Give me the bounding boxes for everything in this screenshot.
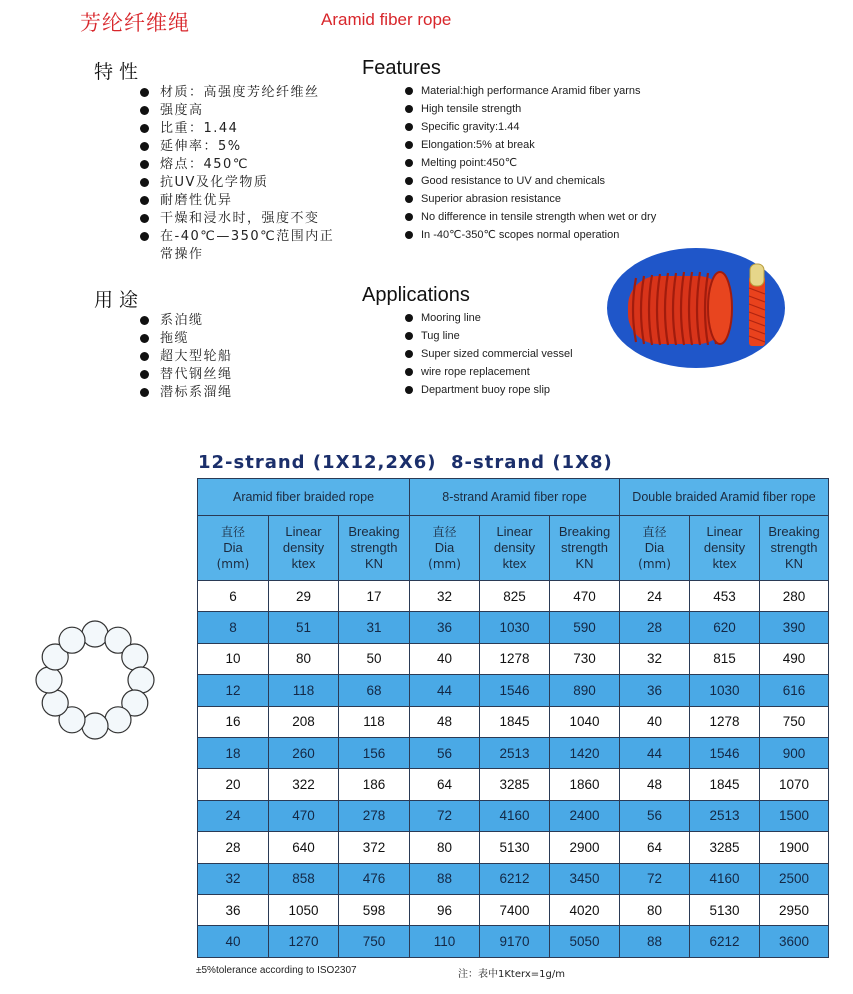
list-item: High tensile strength [405, 100, 705, 118]
strand-circle [122, 644, 148, 670]
list-item: Elongation:5% at break [405, 136, 705, 154]
table-cell: 1270 [269, 926, 339, 957]
table-cell: 470 [550, 581, 620, 612]
table-cell: 825 [480, 581, 550, 612]
table-cell: 260 [269, 737, 339, 768]
strand-circle [128, 667, 154, 693]
column-header-line: Breaking [348, 524, 400, 539]
column-header-line: density [703, 540, 746, 555]
table-title: 12-strand (1X12,2X6) 8-strand (1X8) [198, 452, 613, 473]
bullet-icon [140, 316, 149, 325]
bullet-icon [140, 142, 149, 151]
table-row [198, 926, 829, 957]
bullet-icon [140, 334, 149, 343]
column-header-line: strength [770, 540, 818, 555]
table-cell: 453 [690, 581, 760, 612]
table-cell: 64 [410, 769, 480, 800]
table-cell: 858 [269, 863, 339, 894]
bullet-icon [405, 195, 413, 203]
table-cell: 815 [690, 643, 760, 674]
table-cell: 2500 [760, 863, 829, 894]
table-cell: 6212 [480, 863, 550, 894]
features-en-heading: Features [362, 57, 441, 79]
table-cell: 7400 [480, 894, 550, 925]
column-header-line: (mm) [216, 557, 250, 571]
title-english: Aramid fiber rope [321, 10, 452, 29]
features-en-list [405, 82, 705, 244]
table-cell: 72 [410, 800, 480, 831]
table-row [198, 894, 829, 925]
table-cell: 6 [198, 581, 269, 612]
bullet-icon [405, 123, 413, 131]
bullet-icon [140, 88, 149, 97]
bullet-icon [140, 232, 149, 241]
column-header-line: KN [575, 556, 594, 571]
bullet-icon [405, 386, 413, 394]
bullet-icon [405, 177, 413, 185]
column-header-line: 直径 [642, 525, 667, 539]
table-cell: 24 [198, 800, 269, 831]
table-cell: 2950 [760, 894, 829, 925]
table-cell: 3285 [480, 769, 550, 800]
list-item: 延伸率：5% [140, 138, 345, 156]
list-item: wire rope replacement [405, 363, 605, 381]
table-cell: 2900 [550, 832, 620, 863]
table-cell: 890 [550, 675, 620, 706]
column-header-line: Breaking [558, 524, 611, 539]
table-cell: 640 [269, 832, 339, 863]
column-header-dia [620, 516, 690, 581]
table-cell: 56 [620, 800, 690, 831]
list-item: Melting point:450℃ [405, 154, 705, 172]
table-cell: 29 [269, 581, 339, 612]
table-cell: 44 [620, 737, 690, 768]
bullet-icon [405, 314, 413, 322]
applications-en-heading: Applications [362, 284, 470, 306]
table-cell: 50 [339, 643, 410, 674]
list-item: 系泊缆 [140, 312, 290, 330]
table-cell: 36 [620, 675, 690, 706]
table-cell: 598 [339, 894, 410, 925]
table-row [198, 643, 829, 674]
table-cell: 17 [339, 581, 410, 612]
column-header-line: Linear [285, 524, 322, 539]
rope-product-photo [606, 246, 786, 370]
table-cell: 1546 [480, 675, 550, 706]
table-cell: 620 [690, 612, 760, 643]
table-cell: 3450 [550, 863, 620, 894]
applications-cn-heading: 用途 [94, 289, 145, 311]
table-cell: 8 [198, 612, 269, 643]
table-cell: 80 [410, 832, 480, 863]
table-cell: 4020 [550, 894, 620, 925]
column-header-line: strength [350, 540, 398, 555]
list-item: Mooring line [405, 309, 605, 327]
table-cell: 390 [760, 612, 829, 643]
table-cell: 88 [410, 863, 480, 894]
table-cell: 4160 [690, 863, 760, 894]
features-cn-list [140, 84, 345, 264]
strand-diagram [33, 620, 158, 740]
list-item: 超大型轮船 [140, 348, 290, 366]
table-cell: 1050 [269, 894, 339, 925]
rope-coil-image [628, 272, 732, 345]
table-cell: 3285 [690, 832, 760, 863]
table-cell: 16 [198, 706, 269, 737]
table-cell: 1278 [690, 706, 760, 737]
table-cell: 56 [410, 737, 480, 768]
column-header-line: ktex [502, 556, 527, 571]
table-cell: 616 [760, 675, 829, 706]
table-cell: 900 [760, 737, 829, 768]
bullet-icon [140, 214, 149, 223]
table-cell: 208 [269, 706, 339, 737]
column-header-line: 直径 [432, 525, 457, 539]
column-header-breaking [550, 516, 620, 581]
table-cell: 32 [620, 643, 690, 674]
column-header-line: ktex [712, 556, 737, 571]
applications-en-list [405, 309, 605, 399]
column-header-linear [480, 516, 550, 581]
column-header-line: Dia [644, 540, 665, 555]
tolerance-note: ±5%tolerance according to ISO2307 [196, 965, 357, 976]
strand-circle [105, 707, 131, 733]
table-cell: 28 [620, 612, 690, 643]
table-cell: 372 [339, 832, 410, 863]
bullet-icon [405, 231, 413, 239]
table-cell: 68 [339, 675, 410, 706]
column-header-line: (mm) [638, 557, 671, 571]
group-header: Aramid fiber braided rope [198, 479, 410, 516]
table-cell: 10 [198, 643, 269, 674]
unit-note: 注：表中1Kterx=1g/m [458, 969, 565, 980]
table-cell: 96 [410, 894, 480, 925]
table-cell: 28 [198, 832, 269, 863]
column-header-linear [690, 516, 760, 581]
bullet-icon [140, 160, 149, 169]
table-cell: 5130 [690, 894, 760, 925]
table-row [198, 581, 829, 612]
table-cell: 186 [339, 769, 410, 800]
table-row [198, 863, 829, 894]
bullet-icon [140, 124, 149, 133]
bullet-icon [405, 159, 413, 167]
bullet-icon [405, 87, 413, 95]
table-cell: 2513 [690, 800, 760, 831]
list-item: 耐磨性优异 [140, 192, 345, 210]
strand-circle [82, 713, 108, 739]
column-header-line: density [282, 540, 325, 555]
table-row [198, 832, 829, 863]
column-header-line: density [493, 540, 536, 555]
list-item: No difference in tensile strength when wet or dry [405, 208, 705, 226]
table-cell: 9170 [480, 926, 550, 957]
table-cell: 1030 [480, 612, 550, 643]
column-header-line: KN [785, 556, 804, 571]
table-cell: 5130 [480, 832, 550, 863]
table-cell: 1030 [690, 675, 760, 706]
column-header-line: Linear [706, 524, 743, 539]
bullet-icon [140, 196, 149, 205]
list-item: 拖缆 [140, 330, 290, 348]
column-header-linear [269, 516, 339, 581]
column-header-dia [198, 516, 269, 581]
column-header-line: 直径 [220, 525, 245, 539]
bullet-icon [405, 105, 413, 113]
table-cell: 2400 [550, 800, 620, 831]
table-cell: 1070 [760, 769, 829, 800]
strand-circle [59, 627, 85, 653]
table-cell: 48 [410, 706, 480, 737]
column-header-line: strength [561, 540, 609, 555]
table-cell: 32 [410, 581, 480, 612]
bullet-icon [140, 178, 149, 187]
table-cell: 476 [339, 863, 410, 894]
table-cell: 1546 [690, 737, 760, 768]
table-cell: 730 [550, 643, 620, 674]
table-cell: 88 [620, 926, 690, 957]
bullet-icon [405, 213, 413, 221]
table-cell: 36 [410, 612, 480, 643]
table-row [198, 769, 829, 800]
list-item: Tug line [405, 327, 605, 345]
table-cell: 2513 [480, 737, 550, 768]
list-item: 潜标系溜绳 [140, 384, 290, 402]
table-cell: 1040 [550, 706, 620, 737]
table-row [198, 612, 829, 643]
list-item: Specific gravity:1.44 [405, 118, 705, 136]
list-item: 干燥和浸水时，强度不变 [140, 210, 345, 228]
table-cell: 1500 [760, 800, 829, 831]
strand-circle [82, 621, 108, 647]
bullet-icon [140, 352, 149, 361]
table-cell: 490 [760, 643, 829, 674]
table-cell: 12 [198, 675, 269, 706]
column-header-line: (mm) [428, 557, 461, 571]
column-header-breaking [339, 516, 410, 581]
rope-cross-section-image [749, 264, 765, 346]
bullet-icon [140, 370, 149, 379]
table-cell: 36 [198, 894, 269, 925]
table-cell: 470 [269, 800, 339, 831]
list-item: Good resistance to UV and chemicals [405, 172, 705, 190]
features-cn-heading: 特性 [94, 61, 145, 83]
column-header-line: Breaking [768, 524, 820, 539]
table-cell: 80 [620, 894, 690, 925]
table-cell: 1845 [690, 769, 760, 800]
list-item: Department buoy rope slip [405, 381, 605, 399]
list-item: 在-40℃—350℃范围内正常操作 [140, 228, 345, 264]
table-cell: 280 [760, 581, 829, 612]
title-chinese: 芳纶纤维绳 [80, 11, 190, 35]
table-cell: 40 [620, 706, 690, 737]
bullet-icon [405, 368, 413, 376]
table-cell: 278 [339, 800, 410, 831]
table-cell: 5050 [550, 926, 620, 957]
column-header-line: Dia [434, 540, 455, 555]
column-header-breaking [760, 516, 829, 581]
table-cell: 40 [410, 643, 480, 674]
spec-table [197, 478, 829, 958]
table-cell: 110 [410, 926, 480, 957]
table-cell: 118 [269, 675, 339, 706]
table-cell: 4160 [480, 800, 550, 831]
column-header-row [198, 516, 829, 581]
table-cell: 1278 [480, 643, 550, 674]
bullet-icon [140, 106, 149, 115]
table-cell: 20 [198, 769, 269, 800]
table-cell: 44 [410, 675, 480, 706]
list-item: 比重：1.44 [140, 120, 345, 138]
table-cell: 51 [269, 612, 339, 643]
table-cell: 750 [339, 926, 410, 957]
list-item: 强度高 [140, 102, 345, 120]
table-row [198, 675, 829, 706]
table-cell: 48 [620, 769, 690, 800]
table-cell: 156 [339, 737, 410, 768]
group-header: 8-strand Aramid fiber rope [410, 479, 620, 516]
table-cell: 3600 [760, 926, 829, 957]
table-cell: 31 [339, 612, 410, 643]
table-cell: 1900 [760, 832, 829, 863]
table-cell: 1420 [550, 737, 620, 768]
column-header-line: ktex [291, 556, 316, 571]
bullet-icon [405, 350, 413, 358]
strand-circle [36, 667, 62, 693]
bullet-icon [140, 388, 149, 397]
strand-circle [42, 690, 68, 716]
column-header-dia [410, 516, 480, 581]
list-item: Material:high performance Aramid fiber yarns [405, 82, 705, 100]
column-header-line: Dia [223, 540, 243, 555]
table-cell: 32 [198, 863, 269, 894]
table-cell: 40 [198, 926, 269, 957]
table-cell: 1845 [480, 706, 550, 737]
list-item: 抗UV及化学物质 [140, 174, 345, 192]
table-cell: 590 [550, 612, 620, 643]
bullet-icon [405, 141, 413, 149]
list-item: Superior abrasion resistance [405, 190, 705, 208]
table-cell: 72 [620, 863, 690, 894]
table-cell: 24 [620, 581, 690, 612]
table-row [198, 737, 829, 768]
list-item: 材质：高强度芳纶纤维丝 [140, 84, 345, 102]
column-header-line: Linear [496, 524, 533, 539]
table-cell: 1860 [550, 769, 620, 800]
table-cell: 750 [760, 706, 829, 737]
table-row [198, 800, 829, 831]
bullet-icon [405, 332, 413, 340]
table-cell: 118 [339, 706, 410, 737]
group-header: Double braided Aramid fiber rope [620, 479, 829, 516]
table-row [198, 706, 829, 737]
list-item: Super sized commercial vessel [405, 345, 605, 363]
table-cell: 6212 [690, 926, 760, 957]
applications-cn-list [140, 312, 290, 402]
table-cell: 18 [198, 737, 269, 768]
table-cell: 322 [269, 769, 339, 800]
table-cell: 80 [269, 643, 339, 674]
column-header-line: KN [364, 556, 384, 571]
list-item: 熔点：450℃ [140, 156, 345, 174]
table-cell: 64 [620, 832, 690, 863]
list-item: 替代钢丝绳 [140, 366, 290, 384]
list-item: In -40℃-350℃ scopes normal operation [405, 226, 705, 244]
